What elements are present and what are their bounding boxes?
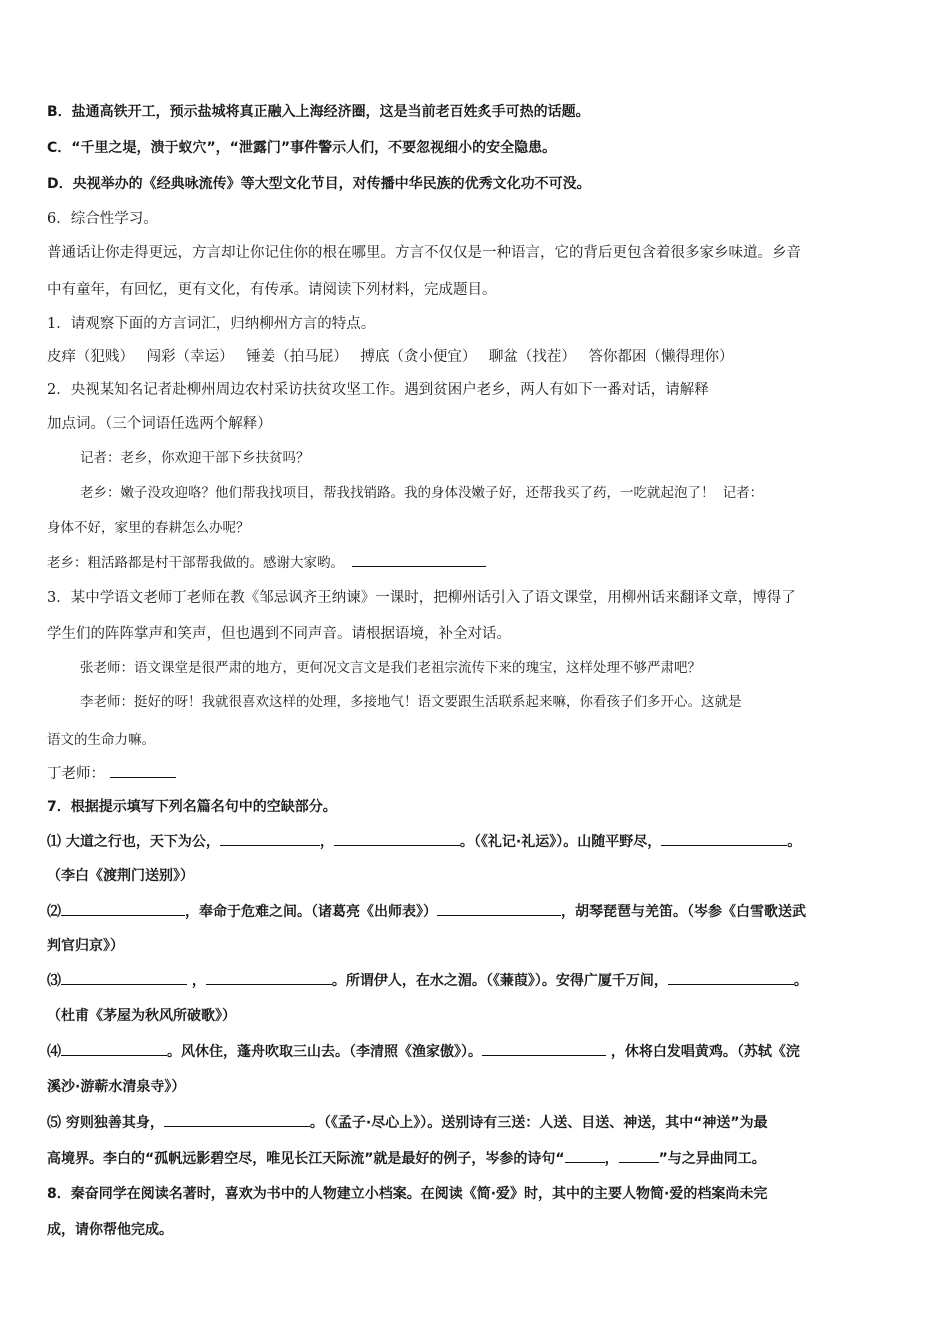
dialogue-reporter-1: 记者：老乡，你欢迎干部下乡扶贫吗？	[80, 450, 310, 466]
q7-text: ⑷	[47, 1044, 61, 1060]
q7-text: 。（《孟子·尽心上》）。送别诗有三送：人送、目送、神送，其中“神送”为最	[309, 1115, 768, 1131]
answer-blank[interactable]	[110, 763, 176, 778]
q7-text: 。（《礼记·礼运》）。山随平野尽，	[459, 834, 662, 850]
answer-blank[interactable]	[619, 1148, 659, 1163]
q7-text: 。所谓伊人，在水之湄。（《蒹葭》）。安得广厦千万间，	[331, 973, 668, 989]
q6-part2-line2: 加点词。（三个词语任选两个解释）	[47, 416, 272, 432]
q6-part2-line1: 2．央视某知名记者赴柳州周边农村采访扶贫攻坚工作。遇到贫困户老乡，两人有如下一番对话，请解释	[47, 382, 709, 398]
teacher-ding-label: 丁老师：	[47, 766, 105, 782]
answer-blank[interactable]	[61, 901, 185, 916]
q7-text: ，奉命于危难之间。（诸葛亮《出师表》）	[185, 904, 437, 920]
q6-part1: 1．请观察下面的方言词汇，归纳柳州方言的特点。	[47, 316, 376, 332]
teacher-zhang: 张老师：语文课堂是很严肃的地方，更何况文言文是我们老祖宗流传下来的瑰宝，这样处理不够严肃吧？	[80, 660, 701, 676]
dialogue-villager-2-text: 老乡：粗活路都是村干部帮我做的。感谢大家哟。	[47, 555, 344, 571]
q7-item3-line2: （杜甫《茅屋为秋风所破歌》）	[47, 1008, 236, 1024]
q7-text: 。	[787, 834, 802, 850]
q6-part3-line2: 学生们的阵阵掌声和笑声，但也遇到不同声音。请根据语境，补全对话。	[47, 626, 511, 642]
answer-blank[interactable]	[565, 1148, 605, 1163]
answer-blank[interactable]	[661, 831, 787, 846]
answer-blank[interactable]	[352, 552, 486, 567]
q7-item2-line1	[47, 901, 910, 922]
q7-item4-line2: 溪沙·游蕲水清泉寺》）	[47, 1079, 186, 1095]
dialect-words: 皮痒（犯贱） 闯彩（幸运） 锤姜（拍马屁） 搏底（贪小便宜） 聊盆（找茬） 答你都困（懒得理你）	[47, 349, 734, 365]
q7-item3-line1	[47, 970, 910, 991]
q7-text: ，胡琴琵琶与羌笛。（岑参《白雪歌送武	[561, 904, 806, 920]
q8-line1: 8．秦奋同学在阅读名著时，喜欢为书中的人物建立小档案。在阅读《简·爱》时，其中的主要人物简·爱的档案尚未完	[47, 1186, 768, 1202]
dialogue-reporter-2: 身体不好，家里的春耕怎么办呢？	[47, 520, 250, 536]
answer-blank[interactable]	[668, 970, 794, 985]
q6-intro-line2: 中有童年，有回忆，更有文化，有传承。请阅读下列材料，完成题目。	[47, 282, 497, 298]
dialogue-villager-2	[47, 552, 910, 573]
q7-text: 。风休住，蓬舟吹取三山去。（李清照《渔家傲》）。	[167, 1044, 482, 1060]
q7-text: ⑶	[47, 973, 61, 989]
q7-text: ⑸ 穷则独善其身，	[47, 1115, 164, 1131]
q7-item2-line2: 判官归京》）	[47, 938, 124, 954]
answer-blank[interactable]	[164, 1112, 310, 1127]
answer-blank[interactable]	[334, 831, 460, 846]
answer-blank[interactable]	[482, 1041, 606, 1056]
q7-text: ⑵	[47, 904, 61, 920]
q7-item4-line1	[47, 1041, 910, 1062]
teacher-ding	[47, 763, 910, 784]
q7-item5-line2	[47, 1148, 910, 1169]
q7-item1-line1	[47, 831, 910, 852]
q7-item1-line2: （李白《渡荆门送别》）	[47, 868, 194, 884]
q7-text: ，	[187, 973, 206, 989]
teacher-li-line2: 语文的生命力嘛。	[47, 732, 155, 748]
q7-text: ，	[319, 834, 334, 850]
answer-blank[interactable]	[61, 970, 187, 985]
q7-text: ⑴ 大道之行也，天下为公，	[47, 834, 220, 850]
q7-item5-line1	[47, 1112, 910, 1133]
option-c: C．“千里之堤，溃于蚁穴”，“泄露门”事件警示人们，不要忽视细小的安全隐患。	[47, 140, 557, 156]
q7-text: 。	[793, 973, 808, 989]
q6-heading: 6．综合性学习。	[47, 211, 158, 227]
dialogue-villager-1: 老乡：嫩子没攻迎咯？他们帮我找项目，帮我找销路。我的身体没嫩子好，还帮我买了药，一吃就起泡了！ 记者：	[80, 485, 764, 501]
q7-text: ”与之异曲同工。	[658, 1151, 766, 1167]
answer-blank[interactable]	[437, 901, 561, 916]
q7-text: ，休将白发唱黄鸡。（苏轼《浣	[606, 1044, 800, 1060]
q6-part3-line1: 3．某中学语文老师丁老师在教《邹忌讽齐王纳谏》一课时，把柳州话引入了语文课堂，用柳州话来翻译文章，博得了	[47, 590, 796, 606]
q6-intro-line1: 普通话让你走得更远，方言却让你记住你的根在哪里。方言不仅仅是一种语言，它的背后更包含着很多家乡味道。乡音	[47, 245, 801, 261]
option-b: B．盐通高铁开工，预示盐城将真正融入上海经济圈，这是当前老百姓炙手可热的话题。	[47, 104, 590, 120]
answer-blank[interactable]	[61, 1041, 167, 1056]
q7-text: 高境界。李白的“孤帆远影碧空尽，唯见长江天际流”就是最好的例子，岑参的诗句“	[47, 1151, 565, 1167]
option-d: D．央视举办的《经典咏流传》等大型文化节目，对传播中华民族的优秀文化功不可没。	[47, 176, 591, 192]
q7-text: ，	[604, 1151, 619, 1167]
q8-line2: 成，请你帮他完成。	[47, 1222, 173, 1238]
answer-blank[interactable]	[220, 831, 320, 846]
answer-blank[interactable]	[206, 970, 332, 985]
teacher-li-line1: 李老师：挺好的呀！我就很喜欢这样的处理，多接地气！语文要跟生活联系起来嘛，你看孩子们多开心。这就是	[80, 694, 742, 710]
q7-heading: 7．根据提示填写下列名篇名句中的空缺部分。	[47, 799, 337, 815]
